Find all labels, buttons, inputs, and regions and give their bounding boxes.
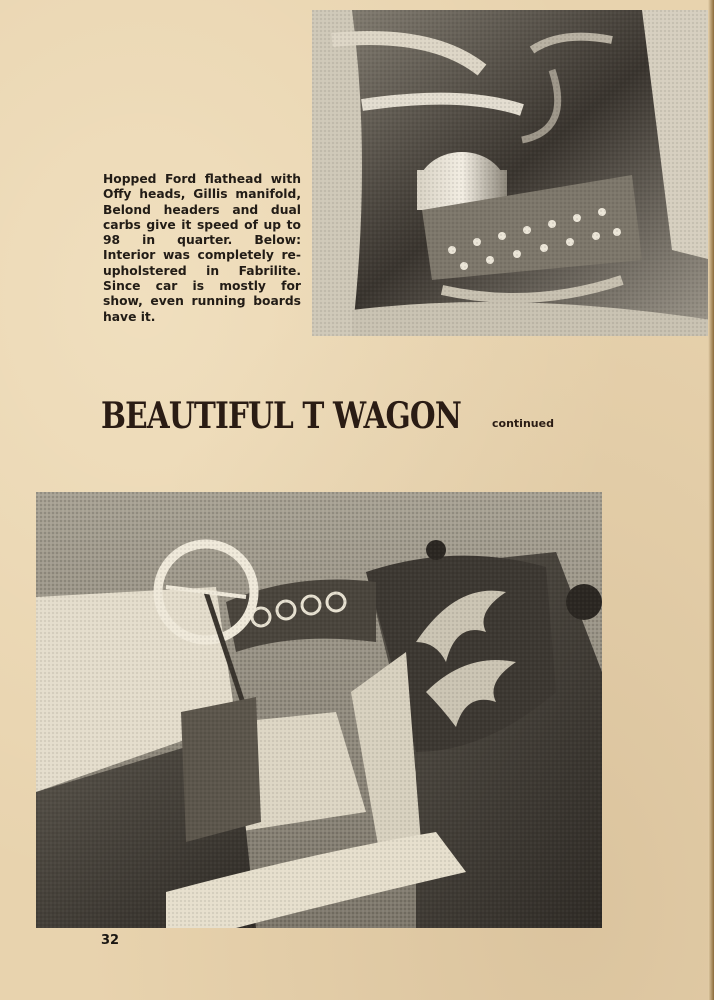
engine-photo-art	[312, 10, 712, 336]
page-spine-edge	[708, 0, 714, 1000]
page-number: 32	[101, 933, 120, 948]
article-headline	[101, 384, 554, 437]
interior-photo-art	[36, 492, 602, 928]
engine-photo	[312, 10, 712, 336]
interior-photo	[36, 492, 602, 928]
headline-continued: continued	[492, 417, 554, 430]
photo-caption: Hopped Ford flathead with Offy heads, Gillis manifold, Belond headers and dual carbs give it speed of up to 98 in quarter. Below: Interior was completely re-upholstered in Fabrilite. Since car is mostly for show, even running boards have it.	[103, 172, 301, 324]
headline-title: BEAUTIFUL T WAGON	[101, 395, 461, 437]
